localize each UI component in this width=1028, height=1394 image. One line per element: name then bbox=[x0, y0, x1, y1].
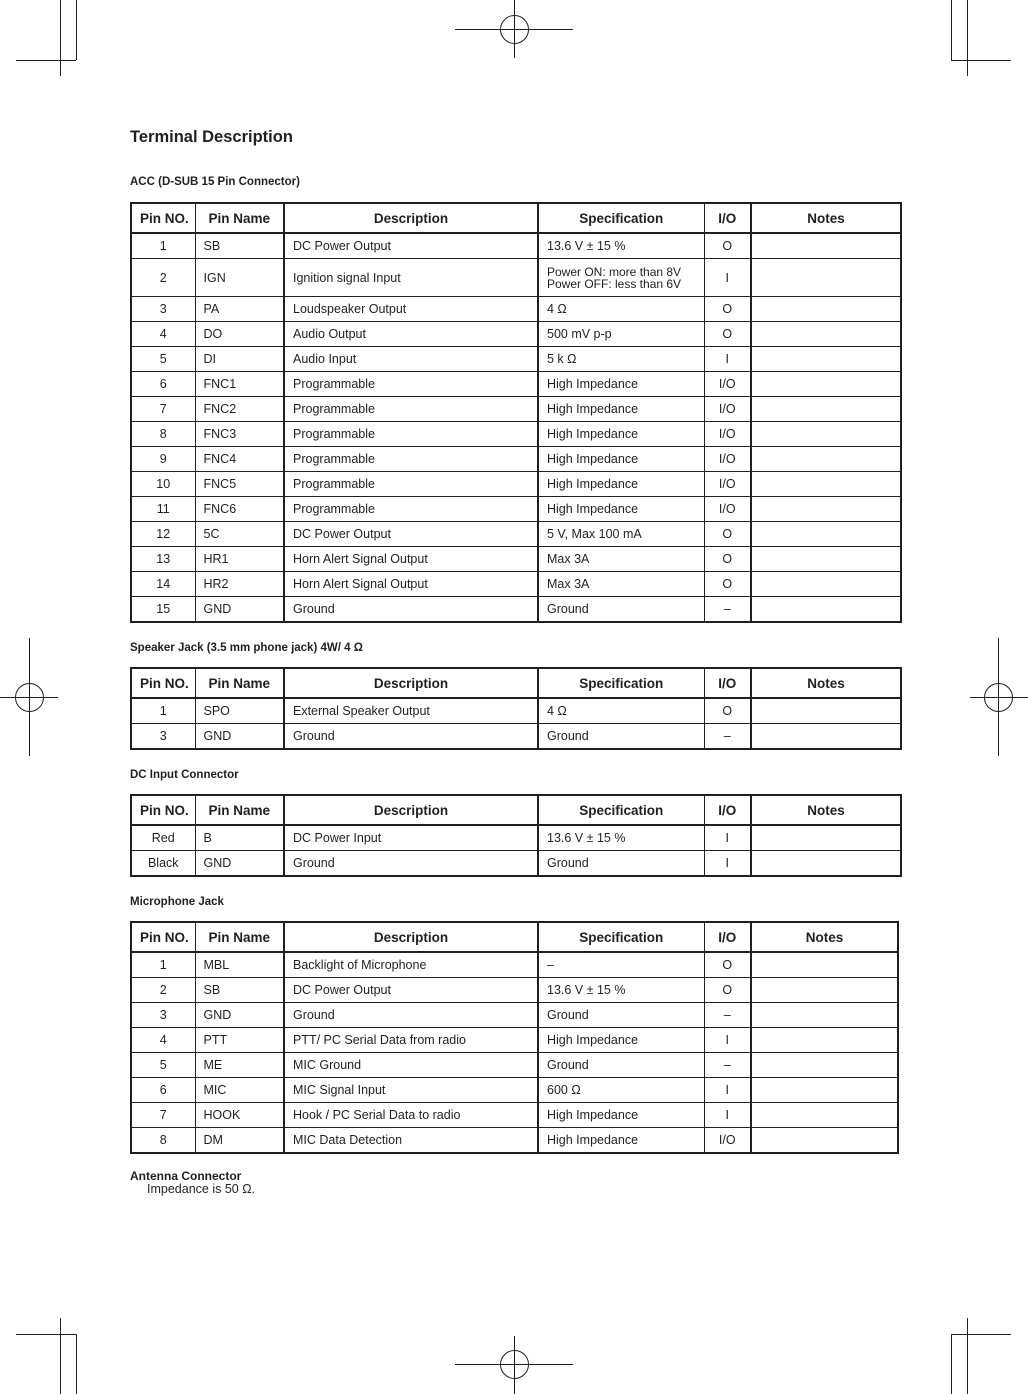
section-title-acc: ACC (D-SUB 15 Pin Connector) bbox=[130, 176, 300, 188]
cell-io: I/O bbox=[704, 447, 751, 472]
cell-pin-no: 13 bbox=[131, 547, 195, 572]
cell-description: Programmable bbox=[284, 422, 538, 447]
column-header-specification: Specification bbox=[538, 922, 704, 952]
cell-description: MIC Signal Input bbox=[284, 1078, 538, 1103]
cell-pin-name: GND bbox=[195, 851, 284, 877]
column-header-notes: Notes bbox=[751, 922, 898, 952]
cell-notes bbox=[751, 422, 901, 447]
cell-io: O bbox=[704, 978, 751, 1003]
table-row bbox=[131, 547, 901, 572]
cell-pin-no: 10 bbox=[131, 472, 195, 497]
cell-io: I bbox=[704, 825, 751, 851]
cell-pin-name: GND bbox=[195, 597, 284, 623]
column-header-notes: Notes bbox=[751, 203, 901, 233]
cell-pin-name: GND bbox=[195, 724, 284, 750]
cell-description: Audio Input bbox=[284, 347, 538, 372]
column-header-pin-no: Pin NO. bbox=[131, 203, 195, 233]
column-header-description: Description bbox=[284, 203, 538, 233]
column-header-specification: Specification bbox=[538, 203, 704, 233]
cell-specification: High Impedance bbox=[538, 1028, 704, 1053]
cell-pin-name: DI bbox=[195, 347, 284, 372]
table-row bbox=[131, 497, 901, 522]
cell-specification: 500 mV p-p bbox=[538, 322, 704, 347]
cell-pin-no: 11 bbox=[131, 497, 195, 522]
cell-io: I/O bbox=[704, 372, 751, 397]
cell-pin-no: 1 bbox=[131, 698, 195, 724]
cell-pin-no: 1 bbox=[131, 952, 195, 978]
cell-notes bbox=[751, 1028, 898, 1053]
cell-notes bbox=[751, 1078, 898, 1103]
cell-pin-name: HOOK bbox=[195, 1103, 284, 1128]
cell-io: I/O bbox=[704, 472, 751, 497]
cell-description: Ground bbox=[284, 1003, 538, 1028]
table-row bbox=[131, 978, 898, 1003]
cell-io: O bbox=[704, 297, 751, 322]
cell-notes bbox=[751, 372, 901, 397]
cell-pin-name: FNC2 bbox=[195, 397, 284, 422]
cell-pin-name: FNC3 bbox=[195, 422, 284, 447]
cell-specification: High Impedance bbox=[538, 372, 704, 397]
cell-specification: Max 3A bbox=[538, 547, 704, 572]
cell-specification: Ground bbox=[538, 724, 704, 750]
cell-io: O bbox=[704, 522, 751, 547]
speaker-table bbox=[130, 667, 902, 750]
cell-io: I/O bbox=[704, 422, 751, 447]
column-header-specification: Specification bbox=[538, 795, 704, 825]
table-row bbox=[131, 851, 901, 877]
cell-notes bbox=[751, 724, 901, 750]
cell-notes bbox=[751, 1103, 898, 1128]
cell-notes bbox=[751, 572, 901, 597]
cell-specification: High Impedance bbox=[538, 1103, 704, 1128]
cell-description: Backlight of Microphone bbox=[284, 952, 538, 978]
cell-pin-no: 6 bbox=[131, 1078, 195, 1103]
column-header-pin-no: Pin NO. bbox=[131, 795, 195, 825]
cell-description: Programmable bbox=[284, 447, 538, 472]
page-title: Terminal Description bbox=[130, 128, 293, 146]
cell-specification: 4 Ω bbox=[538, 297, 704, 322]
table-row bbox=[131, 1128, 898, 1154]
cell-description: Ground bbox=[284, 724, 538, 750]
cell-pin-no: 2 bbox=[131, 978, 195, 1003]
cell-notes bbox=[751, 851, 901, 877]
cell-notes bbox=[751, 347, 901, 372]
cell-notes bbox=[751, 447, 901, 472]
antenna-impedance-text: Impedance is 50 Ω. bbox=[147, 1182, 256, 1196]
cell-description: PTT/ PC Serial Data from radio bbox=[284, 1028, 538, 1053]
cell-description: Ignition signal Input bbox=[284, 259, 538, 297]
table-row bbox=[131, 1053, 898, 1078]
cell-pin-name: DO bbox=[195, 322, 284, 347]
cell-specification: High Impedance bbox=[538, 397, 704, 422]
cell-description: Hook / PC Serial Data to radio bbox=[284, 1103, 538, 1128]
cell-io: – bbox=[704, 1053, 751, 1078]
cell-pin-no: 15 bbox=[131, 597, 195, 623]
cell-specification: – bbox=[538, 952, 704, 978]
column-header-io: I/O bbox=[704, 668, 751, 698]
cell-pin-no: 4 bbox=[131, 322, 195, 347]
cell-pin-name: SB bbox=[195, 978, 284, 1003]
cell-specification: 5 k Ω bbox=[538, 347, 704, 372]
cell-notes bbox=[751, 597, 901, 623]
cell-notes bbox=[751, 547, 901, 572]
cell-notes bbox=[751, 472, 901, 497]
cell-specification: High Impedance bbox=[538, 497, 704, 522]
table-row bbox=[131, 724, 901, 750]
cell-pin-no: 7 bbox=[131, 1103, 195, 1128]
cell-io: O bbox=[704, 322, 751, 347]
cell-io: – bbox=[704, 724, 751, 750]
cell-io: I/O bbox=[704, 1128, 751, 1154]
section-title-dc-input: DC Input Connector bbox=[130, 769, 239, 781]
spec-line-1: Power ON: more than 8V bbox=[547, 264, 682, 279]
cell-pin-name: GND bbox=[195, 1003, 284, 1028]
column-header-pin-name: Pin Name bbox=[195, 795, 284, 825]
cell-specification: 13.6 V ± 15 % bbox=[538, 825, 704, 851]
cell-pin-name: HR1 bbox=[195, 547, 284, 572]
section-title-microphone: Microphone Jack bbox=[130, 896, 224, 908]
cell-specification: Max 3A bbox=[538, 572, 704, 597]
cell-pin-no: 12 bbox=[131, 522, 195, 547]
table-row bbox=[131, 952, 898, 978]
cell-notes bbox=[751, 233, 901, 259]
cell-notes bbox=[751, 259, 901, 297]
cell-io: I bbox=[704, 259, 751, 297]
cell-pin-no: Black bbox=[131, 851, 195, 877]
microphone-table bbox=[130, 921, 899, 1154]
cell-pin-no: 6 bbox=[131, 372, 195, 397]
table-row bbox=[131, 422, 901, 447]
cell-description: Ground bbox=[284, 597, 538, 623]
cell-pin-no: 3 bbox=[131, 1003, 195, 1028]
cell-pin-name: SB bbox=[195, 233, 284, 259]
table-header-row bbox=[131, 203, 901, 233]
cell-description: MIC Data Detection bbox=[284, 1128, 538, 1154]
table-row bbox=[131, 1003, 898, 1028]
cell-notes bbox=[751, 1128, 898, 1154]
cell-description: DC Power Output bbox=[284, 233, 538, 259]
table-row bbox=[131, 597, 901, 623]
column-header-pin-no: Pin NO. bbox=[131, 668, 195, 698]
cell-description: Programmable bbox=[284, 372, 538, 397]
column-header-description: Description bbox=[284, 922, 538, 952]
table-header-row bbox=[131, 795, 901, 825]
column-header-pin-name: Pin Name bbox=[195, 203, 284, 233]
cell-description: Horn Alert Signal Output bbox=[284, 547, 538, 572]
column-header-pin-name: Pin Name bbox=[195, 922, 284, 952]
cell-pin-no: 5 bbox=[131, 1053, 195, 1078]
cell-specification: High Impedance bbox=[538, 422, 704, 447]
column-header-io: I/O bbox=[704, 795, 751, 825]
antenna-title: Antenna Connector bbox=[130, 1169, 242, 1183]
cell-pin-no: 5 bbox=[131, 347, 195, 372]
cell-pin-name: PA bbox=[195, 297, 284, 322]
cell-description: Programmable bbox=[284, 472, 538, 497]
column-header-description: Description bbox=[284, 668, 538, 698]
cell-pin-no: 3 bbox=[131, 724, 195, 750]
cell-specification: 5 V, Max 100 mA bbox=[538, 522, 704, 547]
cell-io: O bbox=[704, 572, 751, 597]
cell-pin-no: 3 bbox=[131, 297, 195, 322]
cell-description: Horn Alert Signal Output bbox=[284, 572, 538, 597]
table-row bbox=[131, 447, 901, 472]
cell-notes bbox=[751, 1003, 898, 1028]
cell-notes bbox=[751, 297, 901, 322]
cell-specification: Ground bbox=[538, 851, 704, 877]
table-row bbox=[131, 698, 901, 724]
cell-notes bbox=[751, 1053, 898, 1078]
table-row bbox=[131, 472, 901, 497]
column-header-io: I/O bbox=[704, 203, 751, 233]
cell-description: Loudspeaker Output bbox=[284, 297, 538, 322]
cell-notes bbox=[751, 952, 898, 978]
column-header-notes: Notes bbox=[751, 668, 901, 698]
cell-pin-name: FNC1 bbox=[195, 372, 284, 397]
section-title-speaker: Speaker Jack (3.5 mm phone jack) 4W/ 4 Ω bbox=[130, 642, 363, 654]
column-header-notes: Notes bbox=[751, 795, 901, 825]
cell-pin-name: SPO bbox=[195, 698, 284, 724]
cell-specification: 600 Ω bbox=[538, 1078, 704, 1103]
cell-specification: High Impedance bbox=[538, 447, 704, 472]
cell-notes bbox=[751, 322, 901, 347]
cell-pin-no: 2 bbox=[131, 259, 195, 297]
table-row bbox=[131, 372, 901, 397]
cell-pin-name: ME bbox=[195, 1053, 284, 1078]
table-row bbox=[131, 347, 901, 372]
cell-io: – bbox=[704, 597, 751, 623]
cell-description: DC Power Output bbox=[284, 522, 538, 547]
table-row bbox=[131, 825, 901, 851]
table-row bbox=[131, 233, 901, 259]
cell-pin-no: 9 bbox=[131, 447, 195, 472]
cell-specification: Ground bbox=[538, 1003, 704, 1028]
cell-io: I bbox=[704, 1028, 751, 1053]
cell-notes bbox=[751, 978, 898, 1003]
cell-notes bbox=[751, 397, 901, 422]
table-header-row bbox=[131, 668, 901, 698]
cell-specification: 4 Ω bbox=[538, 698, 704, 724]
column-header-specification: Specification bbox=[538, 668, 704, 698]
cell-specification: 13.6 V ± 15 % bbox=[538, 233, 704, 259]
cell-pin-name: PTT bbox=[195, 1028, 284, 1053]
cell-io: I/O bbox=[704, 397, 751, 422]
cell-description: Audio Output bbox=[284, 322, 538, 347]
cell-description: External Speaker Output bbox=[284, 698, 538, 724]
cell-pin-name: IGN bbox=[195, 259, 284, 297]
cell-description: DC Power Output bbox=[284, 978, 538, 1003]
cell-pin-no: 8 bbox=[131, 422, 195, 447]
cell-pin-name: DM bbox=[195, 1128, 284, 1154]
cell-io: I bbox=[704, 1103, 751, 1128]
cell-pin-no: 7 bbox=[131, 397, 195, 422]
acc-table bbox=[130, 202, 902, 623]
table-row bbox=[131, 322, 901, 347]
cell-io: O bbox=[704, 547, 751, 572]
cell-pin-no: 1 bbox=[131, 233, 195, 259]
column-header-pin-no: Pin NO. bbox=[131, 922, 195, 952]
cell-pin-name: HR2 bbox=[195, 572, 284, 597]
cell-specification: Ground bbox=[538, 1053, 704, 1078]
cell-specification bbox=[538, 259, 704, 297]
table-row bbox=[131, 1078, 898, 1103]
dc-input-table bbox=[130, 794, 902, 877]
document-body bbox=[130, 126, 900, 1196]
cell-specification: High Impedance bbox=[538, 1128, 704, 1154]
cell-io: I/O bbox=[704, 497, 751, 522]
table-row bbox=[131, 397, 901, 422]
cell-description: MIC Ground bbox=[284, 1053, 538, 1078]
cell-notes bbox=[751, 497, 901, 522]
column-header-io: I/O bbox=[704, 922, 751, 952]
cell-description: Programmable bbox=[284, 497, 538, 522]
cell-io: – bbox=[704, 1003, 751, 1028]
column-header-description: Description bbox=[284, 795, 538, 825]
table-row bbox=[131, 572, 901, 597]
cell-pin-name: MIC bbox=[195, 1078, 284, 1103]
table-header-row bbox=[131, 922, 898, 952]
cell-specification: 13.6 V ± 15 % bbox=[538, 978, 704, 1003]
cell-description: Programmable bbox=[284, 397, 538, 422]
cell-pin-name: 5C bbox=[195, 522, 284, 547]
cell-notes bbox=[751, 825, 901, 851]
cell-description: Ground bbox=[284, 851, 538, 877]
spec-line-2: Power OFF: less than 6V bbox=[547, 276, 682, 291]
cell-pin-name: FNC5 bbox=[195, 472, 284, 497]
cell-pin-name: B bbox=[195, 825, 284, 851]
table-row bbox=[131, 522, 901, 547]
cell-io: O bbox=[704, 233, 751, 259]
cell-io: I bbox=[704, 851, 751, 877]
cell-pin-name: FNC4 bbox=[195, 447, 284, 472]
cell-notes bbox=[751, 522, 901, 547]
cell-notes bbox=[751, 698, 901, 724]
table-row bbox=[131, 259, 901, 297]
cell-pin-no: Red bbox=[131, 825, 195, 851]
cell-specification: High Impedance bbox=[538, 472, 704, 497]
table-row bbox=[131, 1103, 898, 1128]
cell-io: O bbox=[704, 698, 751, 724]
cell-description: DC Power Input bbox=[284, 825, 538, 851]
cell-pin-no: 8 bbox=[131, 1128, 195, 1154]
table-row bbox=[131, 297, 901, 322]
cell-io: O bbox=[704, 952, 751, 978]
column-header-pin-name: Pin Name bbox=[195, 668, 284, 698]
cell-pin-name: FNC6 bbox=[195, 497, 284, 522]
cell-pin-no: 14 bbox=[131, 572, 195, 597]
cell-io: I bbox=[704, 1078, 751, 1103]
cell-pin-no: 4 bbox=[131, 1028, 195, 1053]
table-row bbox=[131, 1028, 898, 1053]
cell-specification: Ground bbox=[538, 597, 704, 623]
cell-io: I bbox=[704, 347, 751, 372]
cell-pin-name: MBL bbox=[195, 952, 284, 978]
